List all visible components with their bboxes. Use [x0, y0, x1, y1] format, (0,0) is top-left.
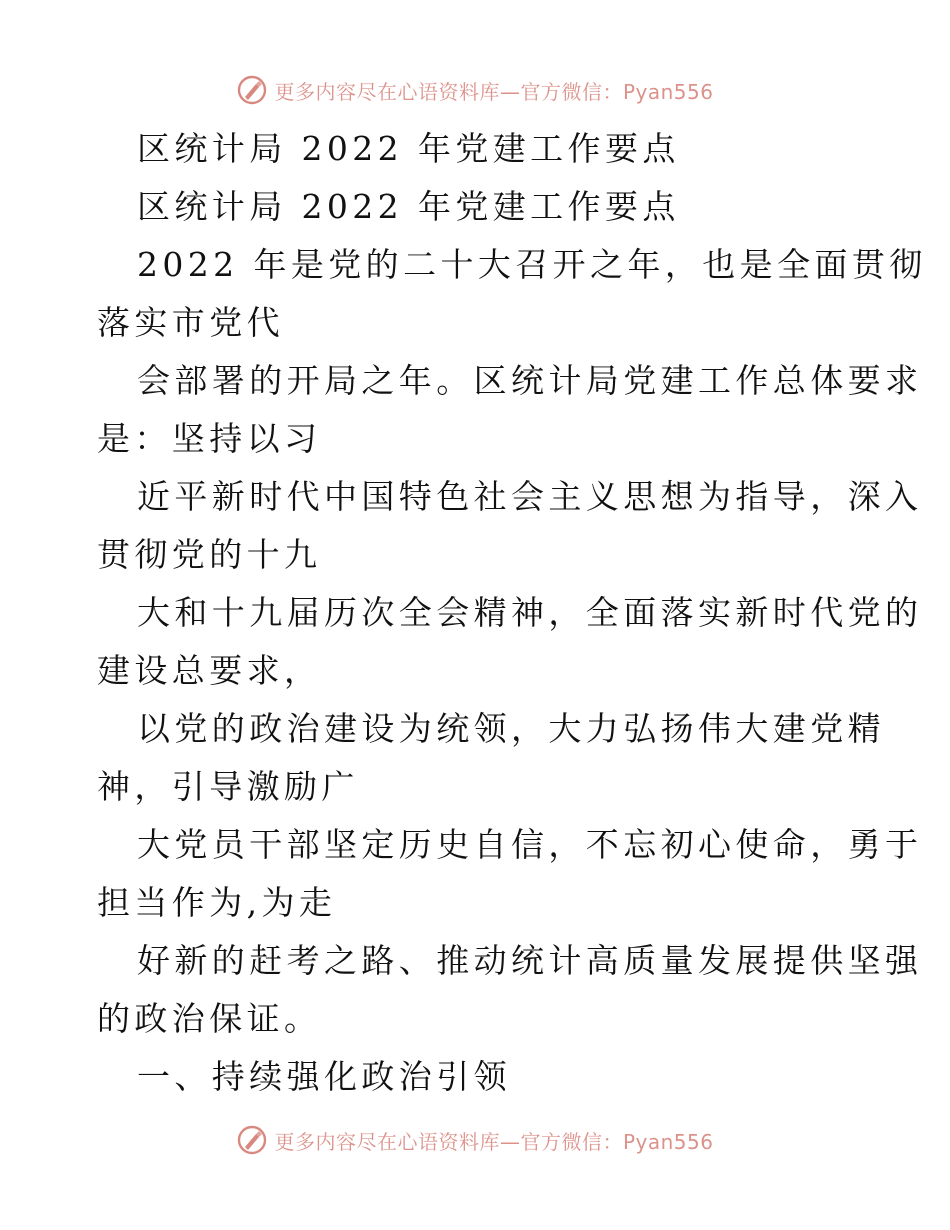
paragraph-line: 神，引导激励广: [97, 767, 359, 806]
pen-logo-icon: [236, 74, 268, 106]
paragraph-line: 的政治保证。: [97, 999, 322, 1038]
paragraph-line: 以党的政治建设为统领，大力弘扬伟大建党精: [137, 709, 885, 748]
document-body: [97, 120, 927, 1106]
paragraph-line: 是：坚持以习: [97, 419, 322, 458]
paragraph-line: 落实市党代: [97, 303, 284, 342]
section-heading: 一、持续强化政治引领: [137, 1057, 511, 1096]
paragraph-line: 好新的赶考之路、推动统计高质量发展提供坚强: [137, 941, 923, 980]
watermark-text: 更多内容尽在心语资料库—官方微信：Pyan556: [274, 1129, 714, 1154]
paragraph-line: 担当作为,为走: [97, 883, 337, 922]
paragraph-line: 贯彻党的十九: [97, 535, 322, 574]
paragraph-line: 近平新时代中国特色社会主义思想为指导，深入: [137, 477, 923, 516]
watermark-header: [0, 70, 950, 110]
doc-subtitle: 区统计局 2022 年党建工作要点: [137, 187, 680, 226]
paragraph-line: 大和十九届历次全会精神，全面落实新时代党的: [137, 593, 923, 632]
doc-title: 区统计局 2022 年党建工作要点: [137, 129, 680, 168]
paragraph-line: 大党员干部坚定历史自信，不忘初心使命，勇于: [137, 825, 923, 864]
paragraph-line: 建设总要求，: [97, 651, 322, 690]
pen-logo-icon: [236, 1124, 268, 1156]
paragraph-line: 会部署的开局之年。区统计局党建工作总体要求: [137, 361, 923, 400]
paragraph-line: 2022 年是党的二十大召开之年，也是全面贯彻: [137, 245, 927, 284]
watermark-footer: [0, 1120, 950, 1160]
watermark-text: 更多内容尽在心语资料库—官方微信：Pyan556: [274, 79, 714, 104]
